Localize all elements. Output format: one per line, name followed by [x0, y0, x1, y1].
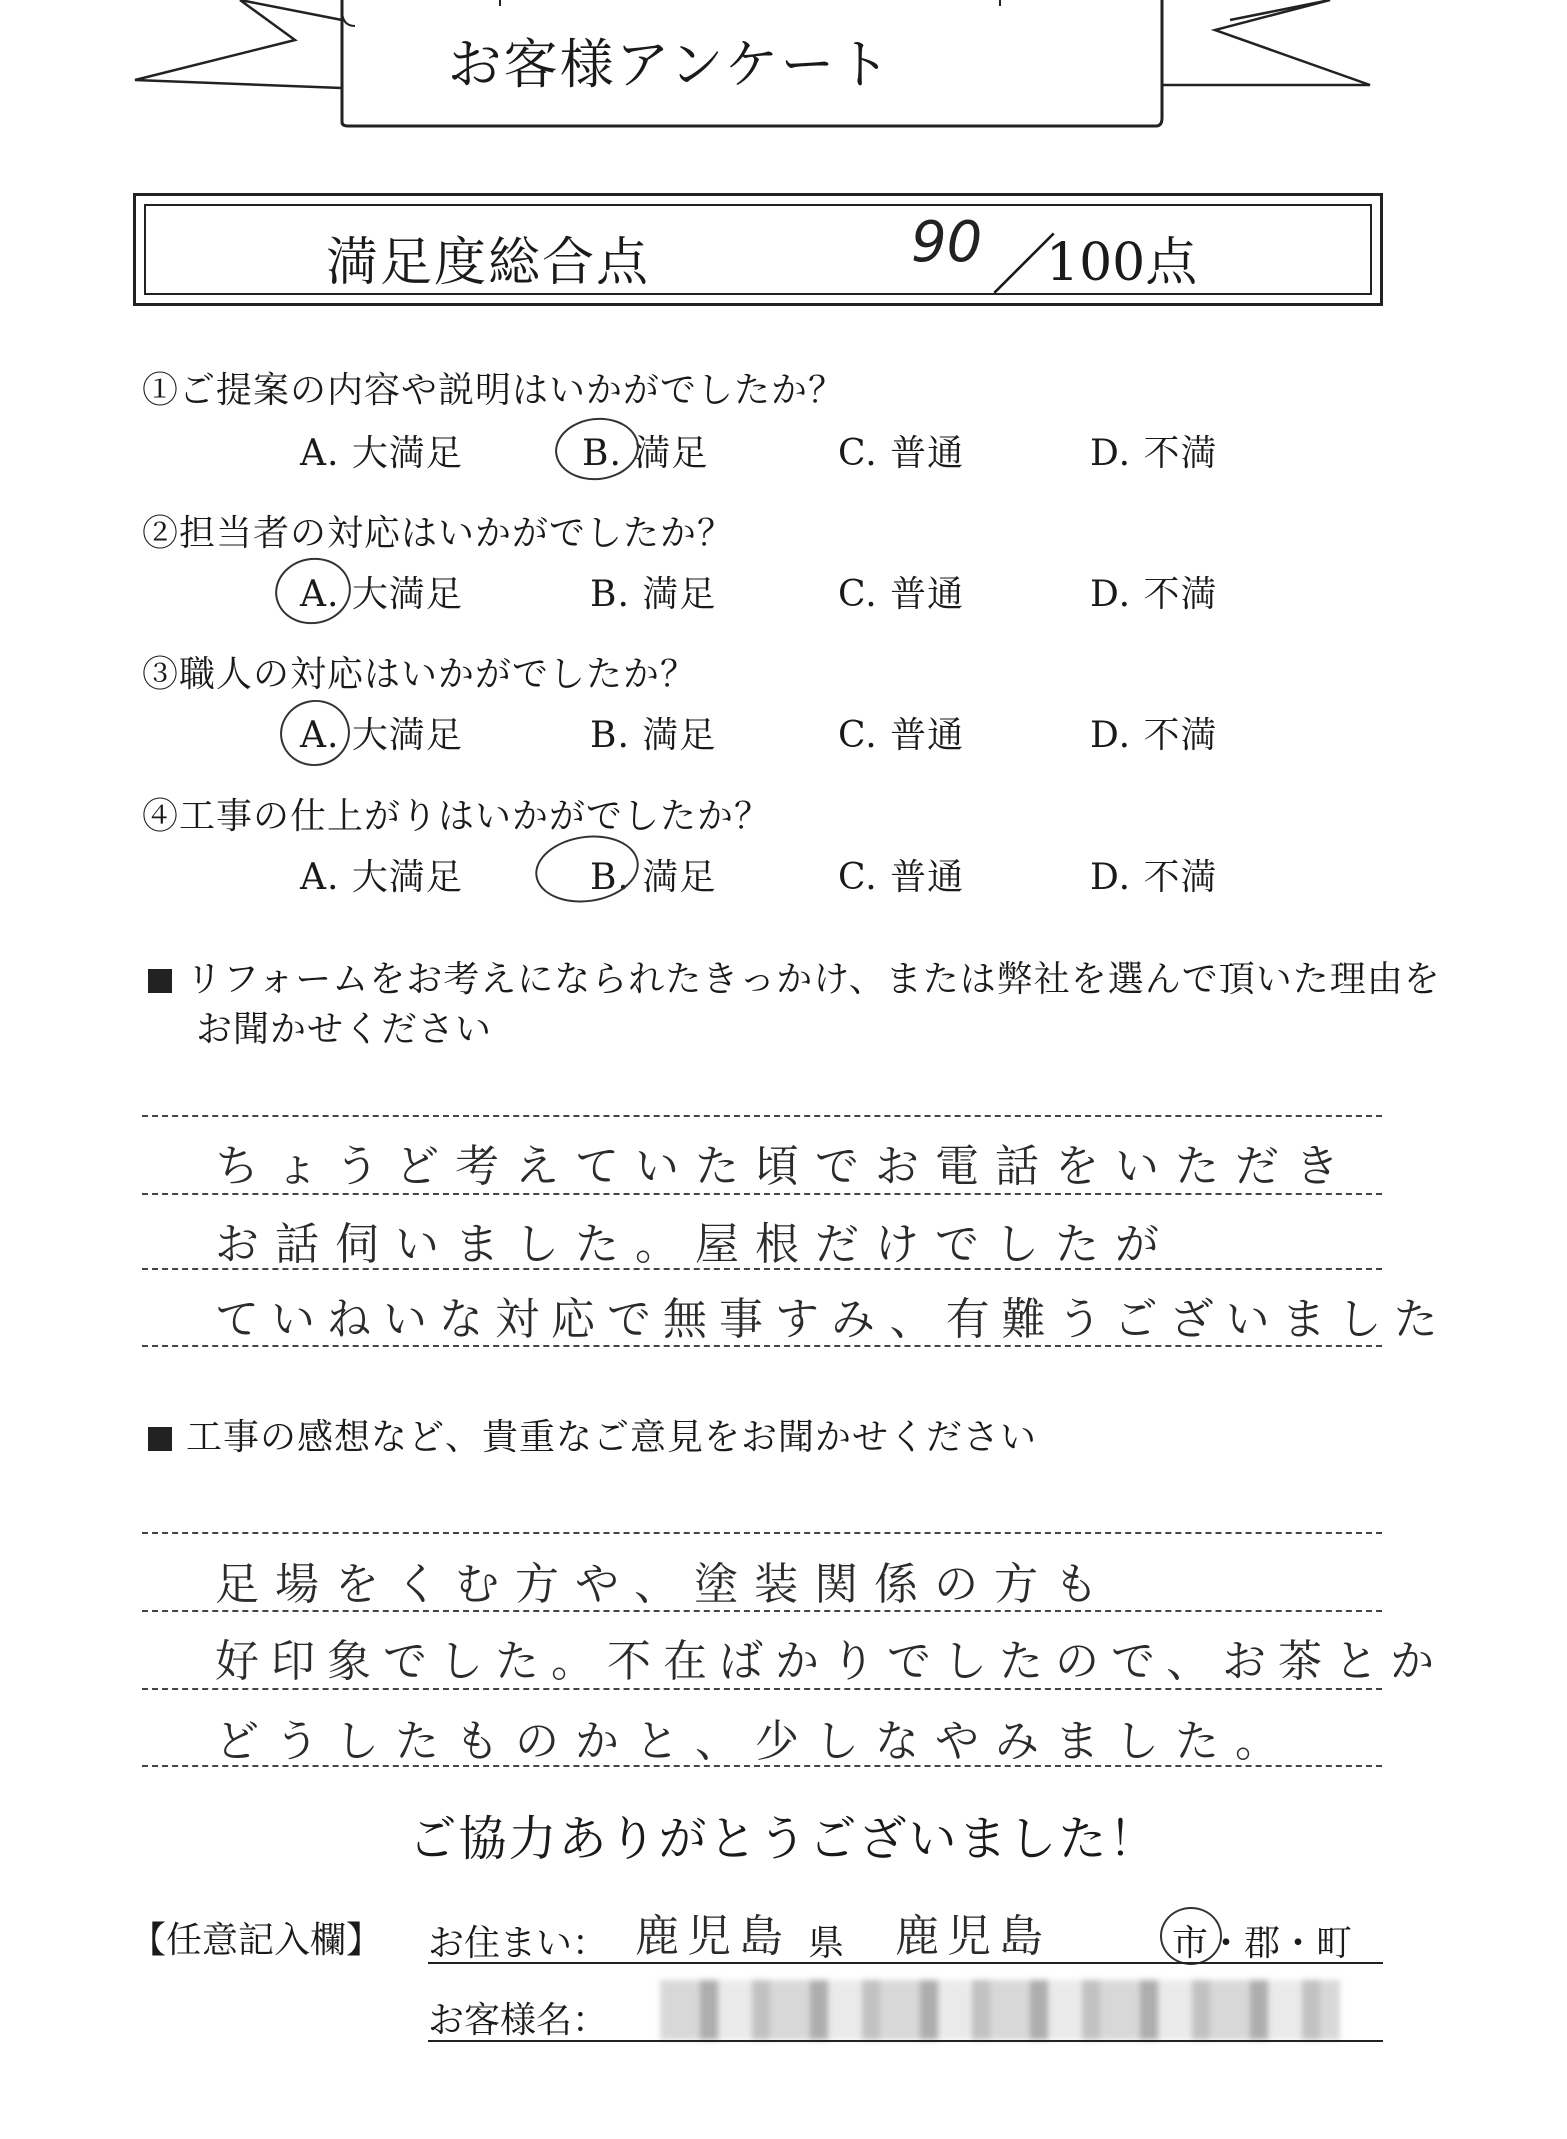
- q3-option-c[interactable]: C. 普通: [838, 715, 965, 756]
- address-underline: [428, 1962, 1383, 1964]
- question-3: ③職人の対応はいかがでしたか？: [142, 654, 698, 695]
- customer-name-label: お客様名：: [428, 2000, 609, 2041]
- impression-answer-text-3: どうしたものかと、少しなやみました。: [215, 1716, 1295, 1767]
- q2-selection-circle: [270, 552, 356, 630]
- square-bullet-icon: [148, 969, 172, 993]
- q4-option-c[interactable]: C. 普通: [838, 857, 965, 898]
- reason-answer-line-2: [142, 1268, 1382, 1270]
- prefecture-handwritten: 鹿児島: [635, 1911, 791, 1962]
- reason-answer-text-1: ちょうど考えていた頃でお電話をいただき: [215, 1141, 1355, 1192]
- reason-section-heading: [148, 955, 1441, 1055]
- optional-entry-label: 【任意記入欄】: [130, 1920, 383, 1961]
- customer-name-redacted: [660, 1980, 1340, 2040]
- q3-option-a[interactable]: A. 大満足: [300, 715, 463, 756]
- city-type-selection-circle: [1160, 1907, 1222, 1965]
- reason-heading-line1: リフォームをお考えになられたきっかけ、または弊社を選んで頂いた理由を: [186, 959, 1441, 1000]
- score-value-handwritten: 90: [911, 210, 983, 275]
- q4-option-d[interactable]: D. 不満: [1090, 857, 1218, 898]
- score-slash: ／: [991, 227, 1057, 304]
- impression-answer-text-2: 好印象でした。不在ばかりでしたので、お茶とか: [215, 1636, 1447, 1687]
- name-underline: [428, 2040, 1383, 2042]
- impression-answer-line-2: [142, 1688, 1382, 1690]
- total-score-box: [133, 193, 1383, 306]
- q2-option-c[interactable]: C. 普通: [838, 574, 965, 615]
- q3-option-d[interactable]: D. 不満: [1090, 715, 1218, 756]
- impression-heading-text: 工事の感想など、貴重なご意見をお聞かせください: [186, 1417, 1038, 1458]
- city-handwritten: 鹿児島: [895, 1911, 1051, 1962]
- prefecture-suffix: 県: [808, 1923, 845, 1964]
- reason-answer-line-3: [142, 1345, 1382, 1347]
- question-4: ④工事の仕上がりはいかがでしたか？: [142, 796, 772, 837]
- q4-option-b[interactable]: B. 満足: [590, 857, 717, 898]
- q2-option-b[interactable]: B. 満足: [590, 574, 717, 615]
- q1-option-d[interactable]: D. 不満: [1090, 433, 1218, 474]
- impression-answer-line-0: [142, 1532, 1382, 1534]
- reason-answer-text-2: お話伺いました。屋根だけでしたが: [215, 1219, 1175, 1270]
- q1-option-c[interactable]: C. 普通: [838, 433, 965, 474]
- question-2: ②担当者の対応はいかがでしたか？: [142, 513, 735, 554]
- address-label: お住まい：: [428, 1923, 609, 1964]
- q1-option-b[interactable]: B. 満足: [582, 433, 709, 474]
- reason-answer-text-3: ていねいな対応で無事すみ、有難うございました: [215, 1294, 1450, 1345]
- q1-option-a[interactable]: A. 大満足: [300, 433, 463, 474]
- q3-option-b[interactable]: B. 満足: [590, 715, 717, 756]
- reason-answer-line-0: [142, 1115, 1382, 1117]
- score-label: 満足度総合点: [326, 233, 651, 293]
- survey-title: お客様アンケート: [447, 33, 893, 96]
- city-type-options: 市・郡・町: [1172, 1923, 1353, 1964]
- impression-answer-line-3: [142, 1765, 1382, 1767]
- question-1: ①ご提案の内容や説明はいかがでしたか？: [142, 370, 846, 411]
- reason-heading-line2: お聞かせください: [196, 1009, 493, 1050]
- q4-option-a[interactable]: A. 大満足: [300, 857, 463, 898]
- reason-answer-line-1: [142, 1193, 1382, 1195]
- q3-selection-circle: [275, 694, 355, 771]
- q2-option-d[interactable]: D. 不満: [1090, 574, 1218, 615]
- q2-option-a[interactable]: A. 大満足: [300, 574, 463, 615]
- thank-you-message: ご協力ありがとうございました！: [408, 1811, 1159, 1867]
- impression-answer-line-1: [142, 1610, 1382, 1612]
- square-bullet-icon: [148, 1427, 172, 1451]
- impression-section-heading: [148, 1413, 1037, 1463]
- score-total: 100点: [1046, 233, 1198, 293]
- impression-answer-text-1: 足場をくむ方や、塗装関係の方も: [215, 1559, 1115, 1610]
